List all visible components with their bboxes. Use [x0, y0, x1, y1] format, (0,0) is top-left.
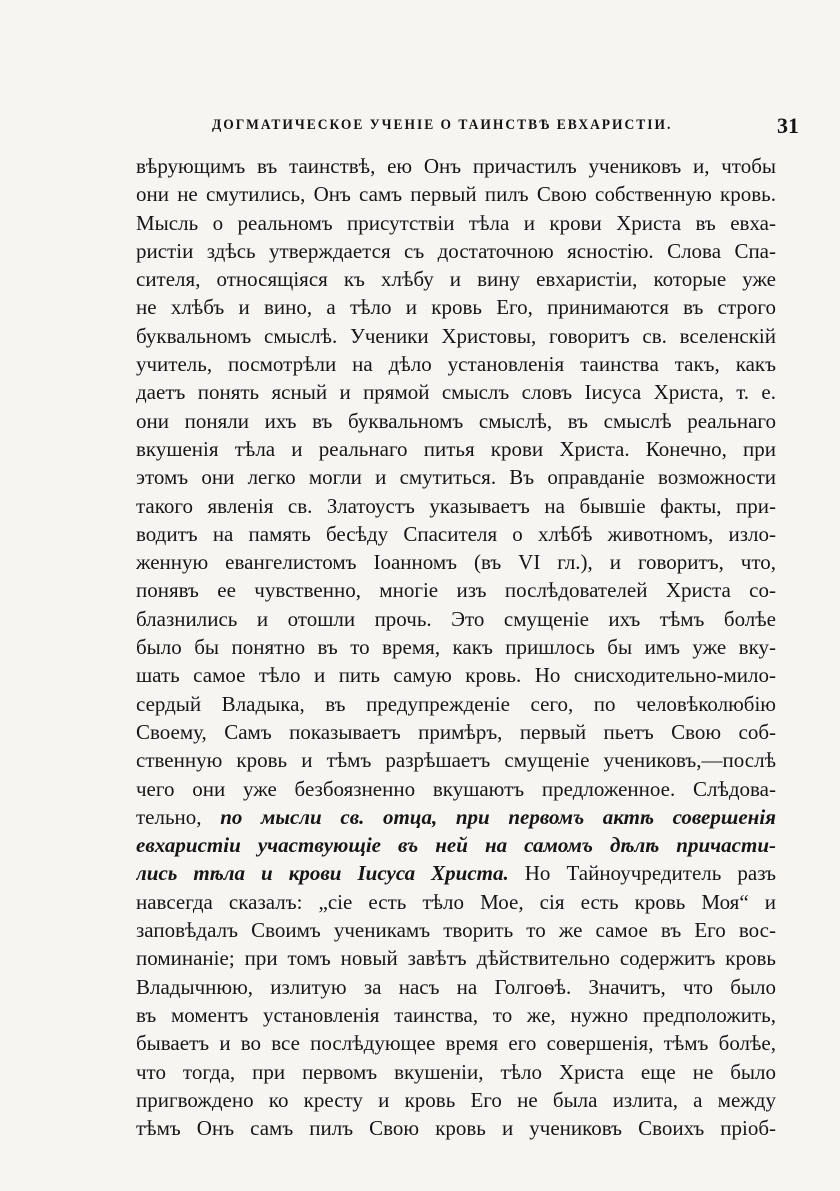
- text-line: заповѣдалъ Своимъ ученикамъ творить то же самое въ Его вос-: [136, 918, 776, 943]
- text-line-mixed: [136, 859, 776, 887]
- text-line: буквальномъ смыслѣ. Ученики Христовы, говоритъ св. вселенскій: [136, 323, 776, 348]
- page-number: 31: [777, 113, 799, 138]
- text-line: шать самое тѣло и пить самую кровь. Но снисходительно-мило-: [136, 663, 776, 688]
- text-line: блазнились и отошли прочь. Это смущеніе ихъ тѣмъ болѣе: [136, 606, 776, 631]
- text-line: этомъ они легко могли и смутиться. Въ оправданіе возможности: [136, 465, 776, 490]
- text-line: они поняли ихъ въ буквальномъ смыслѣ, въ смыслѣ реальнаго: [136, 408, 776, 433]
- emphasis-fragment: лись тѣла и крови Іисуса Христа.: [136, 861, 509, 886]
- text-line: Своему, Самъ показываетъ примѣръ, первый пьетъ Свою соб-: [136, 719, 776, 744]
- text-line: сердый Владыка, въ предупрежденіе сего, по человѣколюбію: [136, 691, 776, 716]
- text-line: тѣмъ Онъ самъ пилъ Свою кровь и учениковъ Своихъ пріоб-: [136, 1116, 776, 1141]
- text-line: Мысль о реальномъ присутствіи тѣла и крови Христа въ евха-: [136, 210, 776, 235]
- text-line: женную евангелистомъ Іоанномъ (въ VI гл.), и говоритъ, что,: [136, 550, 776, 575]
- body-text: [136, 152, 776, 1142]
- text-line: было бы понятно въ то время, какъ пришлось бы имъ уже вку-: [136, 635, 776, 660]
- text-line: пригвождено ко кресту и кровь Его не была излита, а между: [136, 1087, 776, 1112]
- text-line: ственную кровь и тѣмъ разрѣшаетъ смущеніе учениковъ,—послѣ: [136, 748, 776, 773]
- text-line: учитель, посмотрѣли на дѣло установленія таинства такъ, какъ: [136, 352, 776, 377]
- text-line: понявъ ее чувственно, многіе изъ послѣдователей Христа со-: [136, 578, 776, 603]
- plain-fragment: тельно,: [136, 804, 221, 829]
- plain-fragment: Но Тайноучредитель разъ: [508, 861, 776, 886]
- text-line: даетъ понять ясный и прямой смыслъ словъ Іисуса Христа, т. е.: [136, 380, 776, 405]
- text-line: въ моментъ установленія таинства, то же, нужно предположить,: [136, 1002, 776, 1027]
- text-line-mixed: [136, 803, 776, 831]
- text-line: Владычнюю, излитую за насъ на Голгоѳѣ. Значитъ, что было: [136, 974, 776, 999]
- emphasis-line: евхаристіи участвующіе въ ней на самомъ дѣлѣ причасти-: [136, 833, 776, 858]
- text-line: поминаніе; при томъ новый завѣтъ дѣйствительно содержитъ кровь: [136, 946, 776, 971]
- text-line: водитъ на память бесѣду Спасителя о хлѣбѣ животномъ, изло-: [136, 521, 776, 546]
- text-line: такого явленія св. Златоустъ указываетъ на бывшіе факты, при-: [136, 493, 776, 518]
- text-line: они не смутились, Онъ самъ первый пилъ Свою собственную кровь.: [136, 182, 776, 207]
- text-line: бываетъ и во все послѣдующее время его совершенія, тѣмъ болѣе,: [136, 1031, 776, 1056]
- text-line: вкушенія тѣла и реальнаго питья крови Христа. Конечно, при: [136, 436, 776, 461]
- running-header: ДОГМАТИЧЕСКОЕ УЧЕНІЕ О ТАИНСТВѢ ЕВХАРИСТІИ.: [212, 117, 673, 133]
- text-line: ристіи здѣсь утверждается съ достаточною ясностію. Слова Спа-: [136, 238, 776, 263]
- text-line: сителя, относящіяся къ хлѣбу и вину евхаристіи, которые уже: [136, 267, 776, 292]
- text-line: не хлѣбъ и вино, а тѣло и кровь Его, принимаются въ строго: [136, 295, 776, 320]
- text-line: вѣрующимъ въ таинствѣ, ею Онъ причастилъ учениковъ и, чтобы: [136, 154, 776, 178]
- emphasis-fragment: по мысли св. отца, при первомъ актѣ совершенія: [220, 804, 776, 829]
- text-line: чего они уже безбоязненно вкушаютъ предложенное. Слѣдова-: [136, 776, 776, 801]
- text-line: навсегда сказалъ: „сіе есть тѣло Мое, сія есть кровь Моя“ и: [136, 889, 776, 914]
- text-line: что тогда, при первомъ вкушеніи, тѣло Христа еще не было: [136, 1059, 776, 1084]
